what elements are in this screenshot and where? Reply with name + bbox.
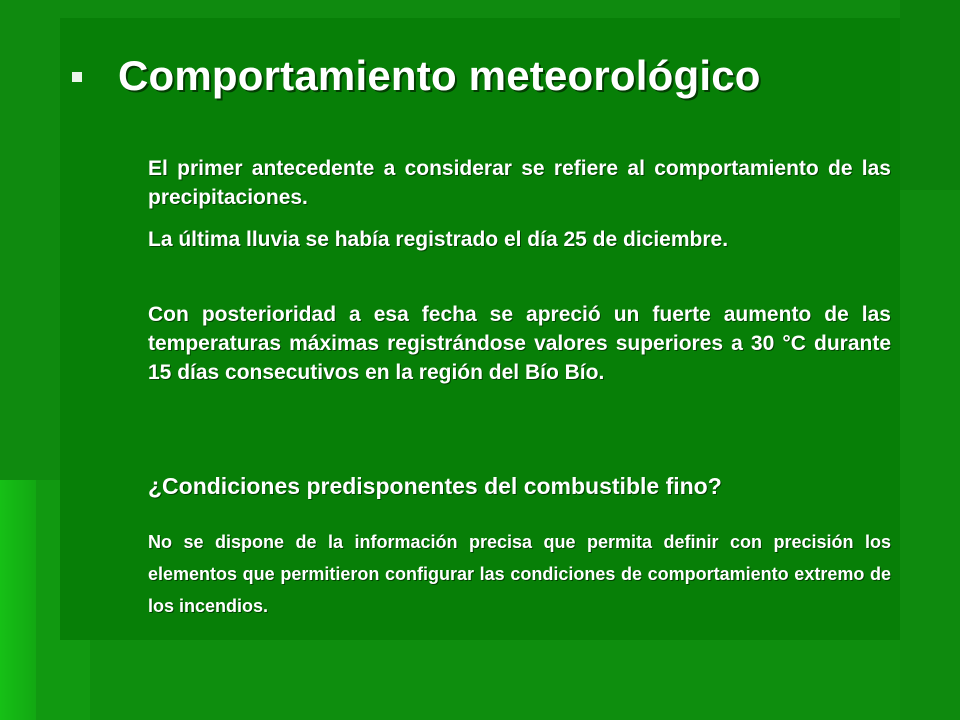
background-right-lower bbox=[900, 190, 960, 720]
square-bullet-icon bbox=[72, 72, 82, 82]
background-right-upper bbox=[900, 0, 960, 190]
paragraph-last-rain: La última lluvia se había registrado el día 25 de diciembre. bbox=[148, 228, 729, 251]
paragraph-information: No se dispone de la información precisa que permita definir con precisión los elementos que permitieron configurar las condiciones de comportamiento extremo de los incendios. bbox=[148, 532, 891, 616]
paragraph-question: ¿Condiciones predisponentes del combustible fino? bbox=[148, 473, 722, 499]
background-bottom bbox=[90, 640, 900, 720]
paragraph-temperatures: Con posterioridad a esa fecha se apreció un fuerte aumento de las temperaturas máximas registrándose valores superiores a 30 °C durante 15 días consecutivos en la región del Bío Bío. bbox=[148, 303, 891, 384]
title-row bbox=[72, 52, 761, 100]
background-left-edge bbox=[0, 480, 36, 720]
slide-title: Comportamiento meteorológico bbox=[118, 52, 761, 99]
paragraph-precipitation: El primer antecedente a considerar se refiere al comportamiento de las precipitaciones. bbox=[148, 157, 891, 209]
